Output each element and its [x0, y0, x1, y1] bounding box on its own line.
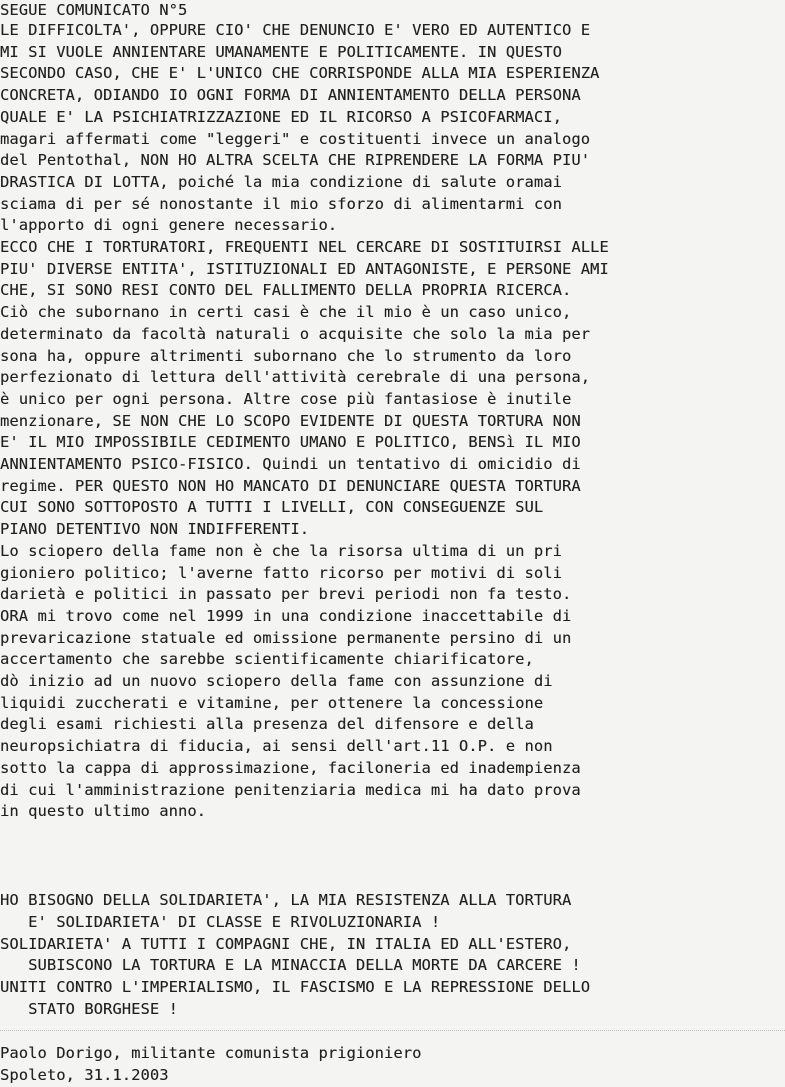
body-line: CONCRETA, ODIANDO IO OGNI FORMA DI ANNIENTAMENTO DELLA PERSONA [0, 86, 581, 105]
place-date: Spoleto, 31.1.2003 [0, 1066, 169, 1084]
body-line: MI SI VUOLE ANNIENTARE UMANAMENTE E POLITICAMENTE. IN QUESTO [0, 42, 562, 61]
closing-line: STATO BORGHESE ! [0, 1000, 178, 1018]
body-line: PIANO DETENTIVO NON INDIFFERENTI. [0, 520, 310, 539]
body-line: menzionare, SE NON CHE LO SCOPO EVIDENTE DI QUESTA TORTURA NON [0, 411, 581, 430]
body-line: prevaricazione statuale ed omissione permanente persino di un [0, 628, 572, 647]
body-line: perfezionato di lettura dell'attività cerebrale di una persona, [0, 368, 591, 387]
body-line: LE DIFFICOLTA', OPPURE CIO' CHE DENUNCIO E' VERO ED AUTENTICO E [0, 21, 591, 39]
body-line: CHE, SI SONO RESI CONTO DEL FALLIMENTO DELLA PROPRIA RICERCA. [0, 281, 572, 300]
body-line: in questo ultimo anno. [0, 802, 207, 821]
body-line: accertamento che sarebbe scientificamente chiarificatore, [0, 650, 534, 669]
body-line: sona ha, oppure altrimenti subornano che lo strumento da loro [0, 346, 572, 365]
body-line: gioniero politico; l'averne fatto ricorso per motivi di soli [0, 563, 562, 582]
body-line: ECCO CHE I TORTURATORI, FREQUENTI NEL CERCARE DI SOSTITUIRSI ALLE [0, 238, 609, 256]
body-line: dò inizio ad un nuovo sciopero della fame con assunzione di [0, 672, 553, 690]
body-line: ORA mi trovo come nel 1999 in una condizione inaccettabile di [0, 606, 572, 625]
body-line: SECONDO CASO, CHE E' L'UNICO CHE CORRISPONDE ALLA MIA ESPERIENZA [0, 64, 600, 83]
body-line: QUALE E' LA PSICHIATRIZZAZIONE ED IL RICORSO A PSICOFARMACI, [0, 107, 562, 126]
body-line: PIU' DIVERSE ENTITA', ISTITUZIONALI ED ANTAGONISTE, E PERSONE AMI [0, 259, 609, 278]
body-line: neuropsichiatra di fiducia, ai sensi dell'art.11 O.P. e non [0, 737, 553, 756]
closing-line: E' SOLIDARIETA' DI CLASSE E RIVOLUZIONARIA ! [0, 912, 441, 931]
body-line: liquidi zuccherati e vitamine, per ottenere la concessione [0, 693, 544, 712]
signature: Paolo Dorigo, militante comunista prigioniero [0, 1044, 422, 1062]
body-line: di cui l'amministrazione penitenziaria medica mi ha dato prova [0, 780, 581, 799]
body-line: CUI SONO SOTTOPOSTO A TUTTI I LIVELLI, CON CONSEGUENZE SUL [0, 498, 544, 517]
body-line: ANNIENTAMENTO PSICO-FISICO. Quindi un tentativo di omicidio di [0, 455, 581, 473]
body-line: magari affermati come "leggeri" e costituenti invece un analogo [0, 129, 591, 148]
document-header: SEGUE COMUNICATO N°5 [0, 1, 188, 19]
body-line: è unico per ogni persona. Altre cose più fantasiose è inutile [0, 389, 572, 408]
body-line: Ciò che subornano in certi casi è che il mio è un caso unico, [0, 303, 572, 322]
body-line: regime. PER QUESTO NON HO MANCATO DI DENUNCIARE QUESTA TORTURA [0, 476, 581, 495]
closing-line: SOLIDARIETA' A TUTTI I COMPAGNI CHE, IN ITALIA ED ALL'ESTERO, [0, 934, 572, 953]
closing-line: HO BISOGNO DELLA SOLIDARIETA', LA MIA RESISTENZA ALLA TORTURA [0, 891, 572, 909]
body-line: darietà e politici in passato per brevi periodi non fa testo. [0, 585, 572, 604]
closing-line: UNITI CONTRO L'IMPERIALISMO, IL FASCISMO E LA REPRESSIONE DELLO [0, 978, 591, 997]
faint-separator [0, 1030, 785, 1031]
body-line: sotto la cappa di approssimazione, faciloneria ed inadempienza [0, 758, 581, 777]
body-line: DRASTICA DI LOTTA, poiché la mia condizione di salute oramai [0, 172, 562, 191]
body-line: sciama di per sé nonostante il mio sforzo di alimentarmi con [0, 194, 562, 213]
body-line: degli esami richiesti alla presenza del difensore e della [0, 715, 534, 734]
body-line: determinato da facoltà naturali o acquisite che solo la mia per [0, 324, 591, 343]
body-line: del Pentothal, NON HO ALTRA SCELTA CHE RIPRENDERE LA FORMA PIU' [0, 151, 591, 170]
body-line: E' IL MIO IMPOSSIBILE CEDIMENTO UMANO E POLITICO, BENSì IL MIO [0, 433, 581, 452]
closing-line: SUBISCONO LA TORTURA E LA MINACCIA DELLA MORTE DA CARCERE ! [0, 956, 581, 975]
body-line: Lo sciopero della fame non è che la risorsa ultima di un pri [0, 541, 562, 560]
body-line: l'apporto di ogni genere necessario. [0, 216, 338, 235]
